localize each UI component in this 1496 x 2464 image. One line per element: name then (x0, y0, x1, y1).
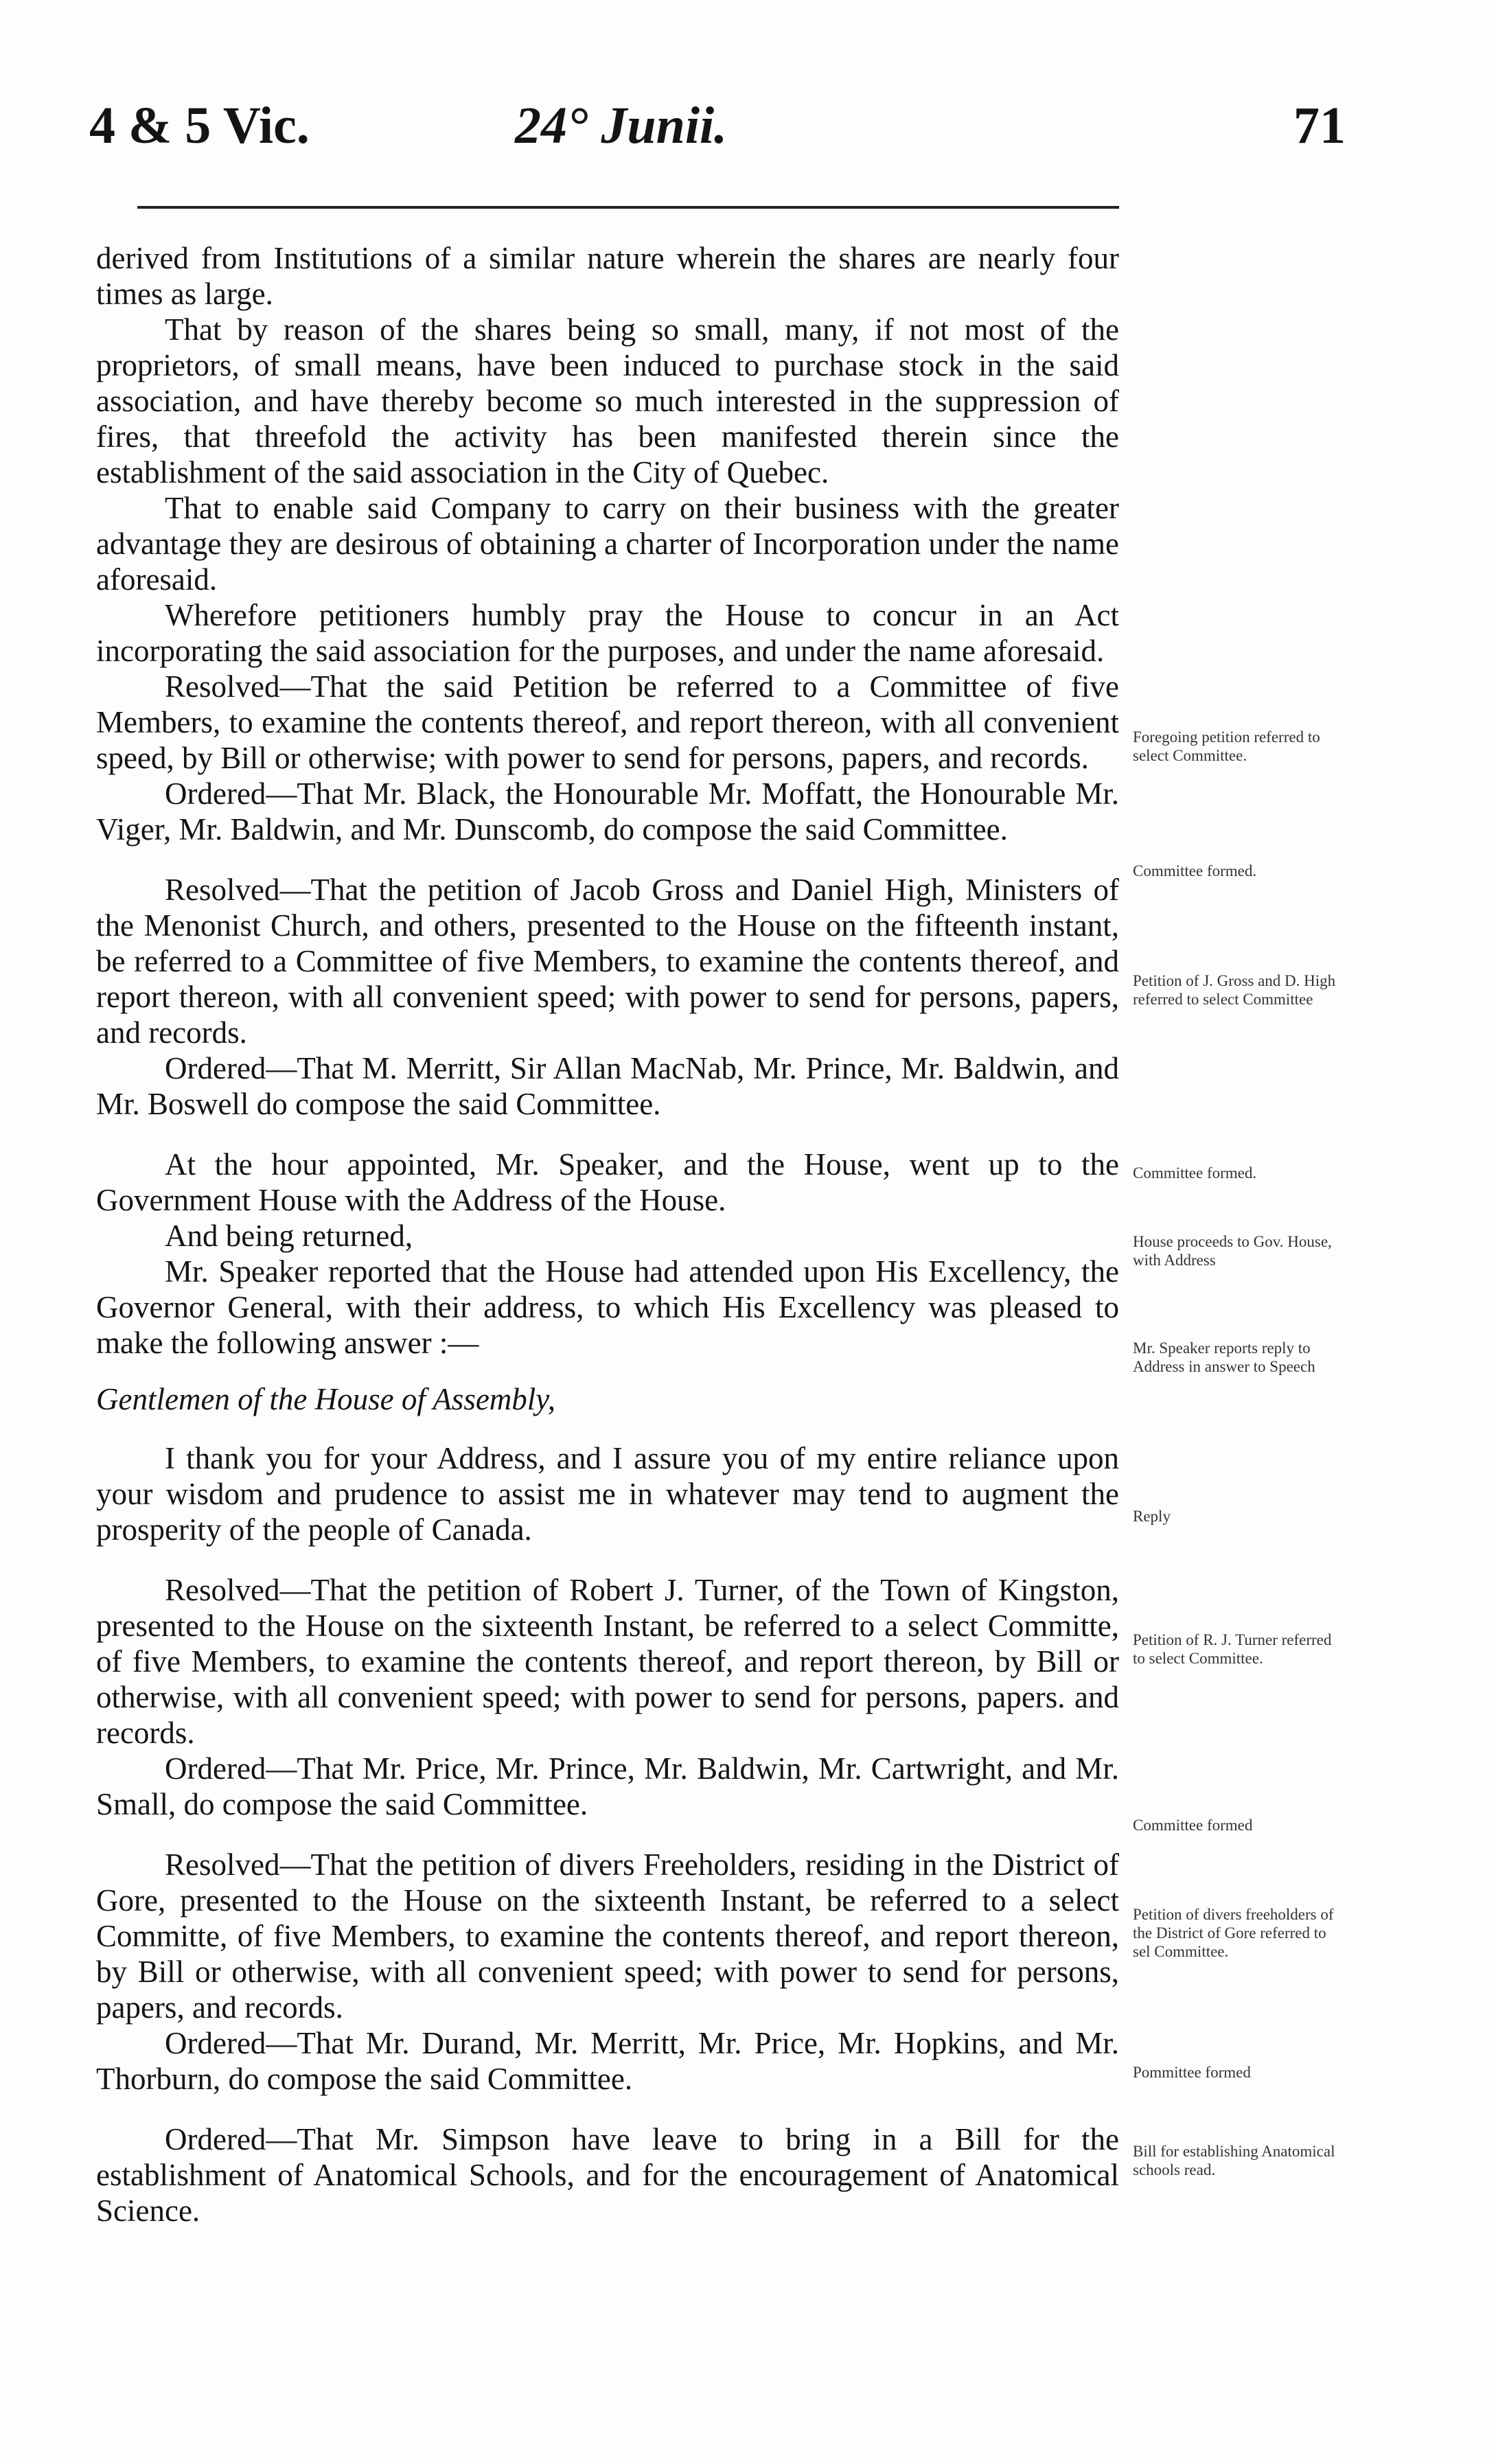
paragraph: Wherefore petitioners humbly pray the House to concur in an Act incorporating the said association for the purposes, and under the name aforesaid. (96, 598, 1119, 668)
page-number: 71 (1293, 97, 1346, 154)
paragraph: Resolved—That the petition of Robert J. Turner, of the Town of Kingston, presented to the House on the sixteenth Instant, be referred to a select Committe, of five Members, to examine the contents thereof, and report thereon, by Bill or otherwise, with all convenient speed; with power to send for persons, papers. and records. (96, 1573, 1119, 1750)
margin-note: Petition of J. Gross and D. High referred to select Committee (1133, 972, 1336, 1008)
margin-note: Committee formed (1133, 1817, 1253, 1834)
margin-note: Mr. Speaker reports reply to Address in answer to Speech (1133, 1339, 1315, 1375)
margin-note: Petition of R. J. Turner referred to select Committee. (1133, 1631, 1332, 1667)
paragraph: Ordered—That Mr. Price, Mr. Prince, Mr. Baldwin, Mr. Cartwright, and Mr. Small, do compose the said Committee. (96, 1751, 1119, 1821)
margin-note: Pommittee formed (1133, 2064, 1251, 2081)
header-rule (137, 206, 1119, 209)
margin-note: Committee formed. (1133, 862, 1257, 879)
session-label: 4 & 5 Vic. (89, 97, 310, 154)
paragraph: And being returned, (165, 1219, 413, 1253)
date-label: 24° Junii. (515, 97, 728, 154)
paragraph: Ordered—That Mr. Simpson have leave to bring in a Bill for the establishment of Anatomical Schools, and for the encouragement of Anatomical Science. (96, 2122, 1119, 2228)
paragraph: Ordered—That Mr. Durand, Mr. Merritt, Mr. Price, Mr. Hopkins, and Mr. Thorburn, do compose the said Committee. (96, 2026, 1119, 2096)
paragraph: Ordered—That Mr. Black, the Honourable Mr. Moffatt, the Honourable Mr. Viger, Mr. Baldwin, and Mr. Dunscomb, do compose the said Committee. (96, 776, 1119, 847)
paragraph: Resolved—That the petition of divers Freeholders, residing in the District of Gore, presented to the House on the sixteenth Instant, be referred to a select Committe, of five Members, to examine the contents thereof, and report thereon, by Bill or otherwise, with all convenient speed; with power to send for persons, papers, and records. (96, 1847, 1119, 2025)
margin-note: House proceeds to Gov. House, with Address (1133, 1233, 1332, 1269)
paragraph: That by reason of the shares being so small, many, if not most of the proprietors, of small means, have been induced to purchase stock in the said association, and have thereby become so much interested in the suppression of fires, that threefold the activity has been manifested therein since the establishment of the said association in the City of Quebec. (96, 312, 1119, 490)
page-header (89, 96, 1346, 172)
margin-note: Committee formed. (1133, 1164, 1257, 1182)
paragraph: That to enable said Company to carry on their business with the greater advantage they are desirous of obtaining a charter of Incorporation under the name aforesaid. (96, 491, 1119, 597)
margin-note: Petition of divers freeholders of the District of Gore referred to sel Committee. (1133, 1906, 1334, 1960)
paragraph: Resolved—That the said Petition be referred to a Committee of five Members, to examine the contents thereof, and report thereon, with all convenient speed, by Bill or otherwise; with power to send for persons, papers, and records. (96, 669, 1119, 775)
paragraph: derived from Institutions of a similar nature wherein the shares are nearly four times as large. (96, 241, 1119, 311)
margin-note: Bill for establishing Anatomical schools read. (1133, 2143, 1335, 2178)
paragraph: Mr. Speaker reported that the House had attended upon His Excellency, the Governor General, with their address, to which His Excellency was pleased to make the following answer :— (96, 1254, 1119, 1360)
address-heading: Gentlemen of the House of Assembly, (96, 1382, 556, 1416)
paragraph: At the hour appointed, Mr. Speaker, and the House, went up to the Government House with the Address of the House. (96, 1147, 1119, 1217)
paragraph: I thank you for your Address, and I assure you of my entire reliance upon your wisdom and prudence to assist me in whatever may tend to augment the prosperity of the people of Canada. (96, 1441, 1119, 1547)
margin-note: Reply (1133, 1508, 1171, 1525)
paragraph: Ordered—That M. Merritt, Sir Allan MacNab, Mr. Prince, Mr. Baldwin, and Mr. Boswell do compose the said Committee. (96, 1051, 1119, 1121)
main-text (96, 240, 1119, 2229)
paragraph: Resolved—That the petition of Jacob Gross and Daniel High, Ministers of the Menonist Church, and others, presented to the House on the fifteenth instant, be referred to a Committee of five Members, to examine the contents thereof, and report thereon, with all convenient speed; with power to send for persons, papers, and records. (96, 873, 1119, 1050)
margin-note: Foregoing petition referred to select Committee. (1133, 728, 1320, 764)
